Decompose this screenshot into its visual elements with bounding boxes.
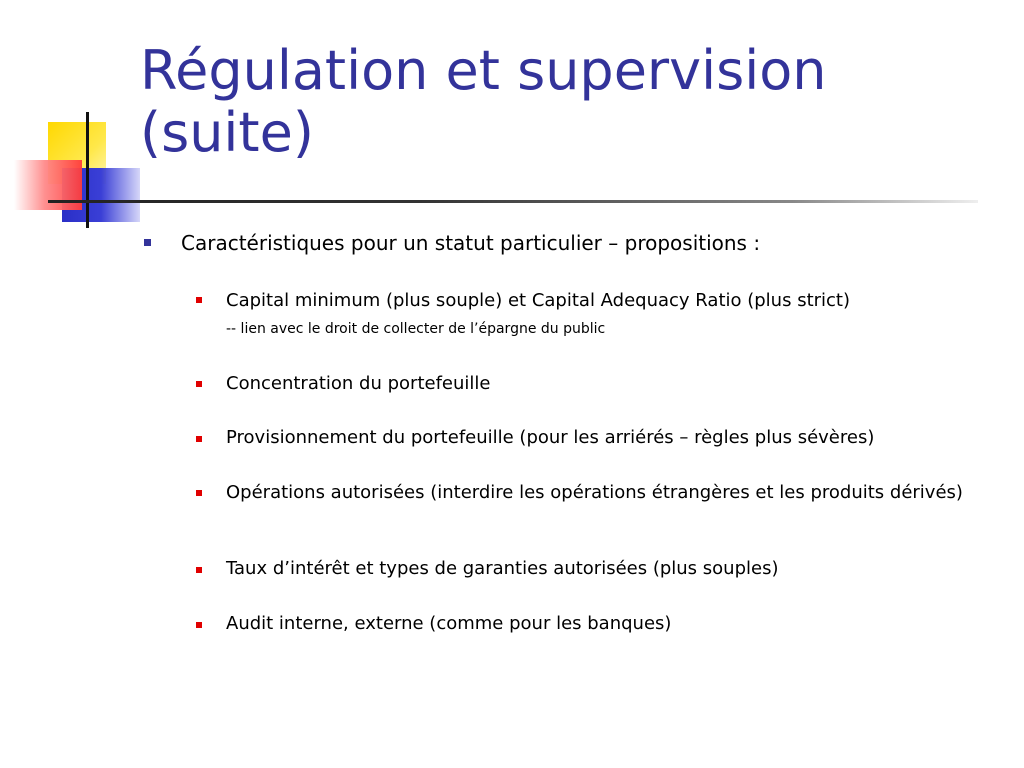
sub-item-concentration: Concentration du portefeuille (226, 373, 491, 394)
title-line-1: Régulation et supervision (140, 39, 827, 102)
sub-bullet-icon (196, 381, 202, 387)
sub-item-capital: Capital minimum (plus souple) et Capital Adequacy Ratio (plus strict) (226, 290, 851, 311)
sub-bullet-icon (196, 297, 202, 303)
sub-bullet-icon (196, 567, 202, 573)
main-bullet-text: Caractéristiques pour un statut particulier – propositions : (181, 231, 761, 255)
sub-item-provisionnement: Provisionnement du portefeuille (pour les arriérés – règles plus sévères) (226, 427, 875, 448)
main-bullet-icon (144, 239, 151, 246)
sub-item-operations: Opérations autorisées (interdire les opérations étrangères et les produits dérivés) (226, 482, 963, 503)
sub-item-audit: Audit interne, externe (comme pour les banques) (226, 613, 672, 634)
title-line-2: (suite) (140, 101, 314, 164)
sub-bullet-icon (196, 490, 202, 496)
sub-bullet-icon (196, 622, 202, 628)
sub-bullet-icon (196, 436, 202, 442)
sub-item-taux: Taux d’intérêt et types de garanties autorisées (plus souples) (226, 558, 779, 579)
sub-item-capital-note: -- lien avec le droit de collecter de l’épargne du public (226, 321, 606, 337)
